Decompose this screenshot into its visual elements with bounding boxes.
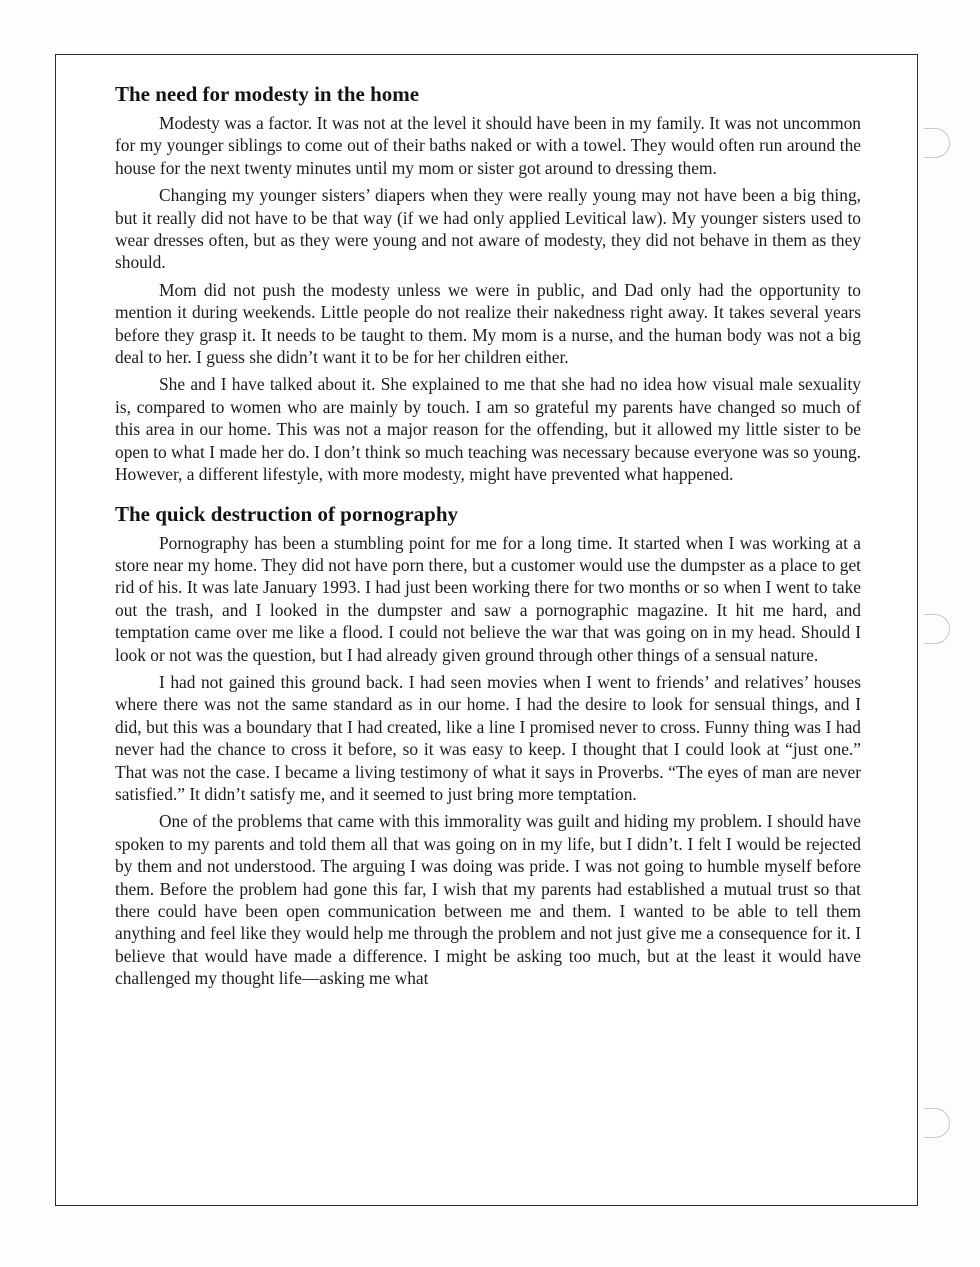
paragraph: One of the problems that came with this immorality was guilt and hiding my problem. I should have spoken to my parents and told them all that was going on in my life, but I didn’t. I felt I would be rejected by them and not understood. The arguing I was doing was pride. I was not going to humble myself before them. Before the problem had gone this far, I wish that my parents had established a mutual trust so that there could have been open communication between me and them. I wanted to be able to tell them anything and feel like they would help me through the problem and not just give me a consequence for it. I believe that would have made a difference. I might be asking too much, but at the least it would have challenged my thought life—asking me what bbox=[115, 811, 861, 989]
paragraph: She and I have talked about it. She explained to me that she had no idea how visual male sexuality is, compared to women who are mainly by touch. I am so grateful my parents have changed so much of this area in our home. This was not a major reason for the offending, but it allowed my little sister to be open to what I made her do. I don’t think so much teaching was necessary because everyone was so young. However, a different lifestyle, with more modesty, might have prevented what happened. bbox=[115, 374, 861, 485]
section-heading-modesty: The need for modesty in the home bbox=[115, 82, 420, 106]
document-body bbox=[115, 80, 861, 995]
binder-hole-top bbox=[924, 128, 950, 158]
paragraph: Modesty was a factor. It was not at the level it should have been in my family. It was not uncommon for my younger siblings to come out of their baths naked or with a towel. They would often run around the house for the next twenty minutes until my mom or sister got around to dressing them. bbox=[115, 113, 861, 178]
paragraph: Changing my younger sisters’ diapers when they were really young may not have been a big thing, but it really did not have to be that way (if we had only applied Levitical law). My younger sisters used to wear dresses often, but as they were young and not aware of modesty, they did not behave in them as they should. bbox=[115, 185, 861, 273]
binder-hole-bottom bbox=[924, 1108, 950, 1138]
binder-hole-middle bbox=[924, 614, 950, 644]
section-heading-pornography: The quick destruction of pornography bbox=[115, 501, 459, 526]
paragraph: Mom did not push the modesty unless we were in public, and Dad only had the opportunity to mention it during weekends. Little people do not realize their nakedness right away. It takes several years before they grasp it. It needs to be taught to them. My mom is a nurse, and the human body was not a big deal to her. I guess she didn’t want it to be for her children either. bbox=[115, 279, 861, 368]
paragraph: Pornography has been a stumbling point for me for a long time. It started when I was working at a store near my home. They did not have porn there, but a customer would use the dumpster as a place to get rid of his. It was late January 1993. I had just been working there for two months or so when I went to take out the trash, and I looked in the dumpster and saw a pornographic magazine. It hit me hard, and temptation came over me like a flood. I could not believe the war that was going on in my head. Should I look or not was the question, but I had already given ground through other things of a sensual nature. bbox=[115, 532, 861, 665]
paragraph: I had not gained this ground back. I had seen movies when I went to friends’ and relatives’ houses where there was not the same standard as in our home. I had the desire to look for sensual things, and I did, but this was a boundary that I had created, like a line I promised never to cross. Funny thing was I had never had the chance to cross it before, so it was easy to keep. I thought that I could look at “just one.” That was not the case. I became a living testimony of what it says in Proverbs. “The eyes of man are never satisfied.” It didn’t satisfy me, and it seemed to just bring more temptation. bbox=[115, 671, 861, 804]
